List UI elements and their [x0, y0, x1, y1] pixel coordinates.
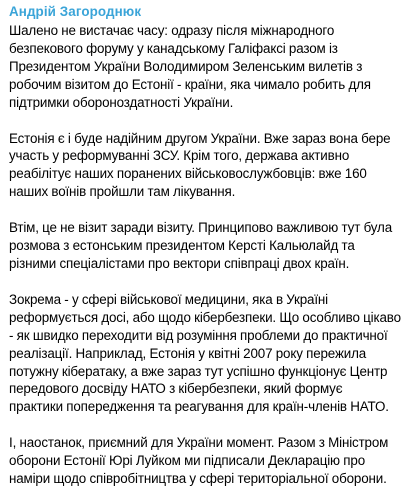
post-line: розмова з естонським президентом Керсті Кальюлайд та: [9, 238, 355, 254]
post-line: підтримки обороноздатності України.: [9, 94, 234, 110]
paragraph-gap: [9, 201, 412, 219]
post-line: Зокрема - у сфері військової медицини, яка в Україні: [9, 291, 328, 307]
post-line: наміри щодо співробітництва у сфері територіальної оборони.: [9, 471, 387, 487]
post-paragraph-5: [9, 434, 412, 488]
post-line: різними спеціалістами про вектори співпраці двох країн.: [9, 255, 350, 271]
paragraph-gap: [9, 112, 412, 130]
post-line: безпекового форуму у канадському Галіфаксі разом із: [9, 40, 338, 56]
post-paragraph-3: [9, 219, 412, 273]
post-paragraph-1: [9, 22, 412, 112]
post-paragraph-4: [9, 291, 412, 416]
paragraph-gap: [9, 273, 412, 291]
post-line: робочим візитом до Естонії - країни, яка чимало робить для: [9, 76, 371, 92]
post-line: - як швидко переходити від розуміння проблеми до практичної: [9, 327, 388, 343]
post-author[interactable]: Андрій Загороднюк: [9, 4, 142, 19]
post-paragraph-2: [9, 130, 412, 202]
post-line: передового досвіду НАТО з кібербезпеки, який формує: [9, 381, 343, 397]
post-line: реалізації. Наприклад, Естонія у квітні 2007 року пережила: [9, 345, 367, 361]
paragraph-gap: [9, 416, 412, 434]
post-line: практики попередження та реагування для країн-членів НАТО.: [9, 399, 389, 415]
post-line: Втім, це не візит заради візиту. Принципово важливою тут була: [9, 220, 393, 236]
post-line: І, наостанок, приємний для України момент. Разом з Міністром: [9, 435, 389, 451]
post-line: реформується досі, або щодо кібербезпеки. Що особливо цікаво: [9, 309, 401, 325]
post-line: наших воїнів пройшли там лікування.: [9, 184, 236, 200]
post-line: потужну кібератаку, а вже зараз тут успішно функціонує Центр: [9, 363, 388, 379]
post-line: реабілітує наших поранених військовослужбовців: вже 160: [9, 166, 367, 182]
post-line: Шалено не вистачає часу: одразу після міжнародного: [9, 23, 335, 38]
post-line: Естонія є і буде надійним другом України. Вже зараз вона бере: [9, 130, 391, 146]
post-line: оборони Естонії Юрі Луйком ми підписали Декларацію про: [9, 453, 366, 469]
post-line: Президентом України Володимиром Зеленським вилетів з: [9, 58, 363, 74]
post-line: участь у реформуванні ЗСУ. Крім того, держава активно: [9, 148, 350, 164]
